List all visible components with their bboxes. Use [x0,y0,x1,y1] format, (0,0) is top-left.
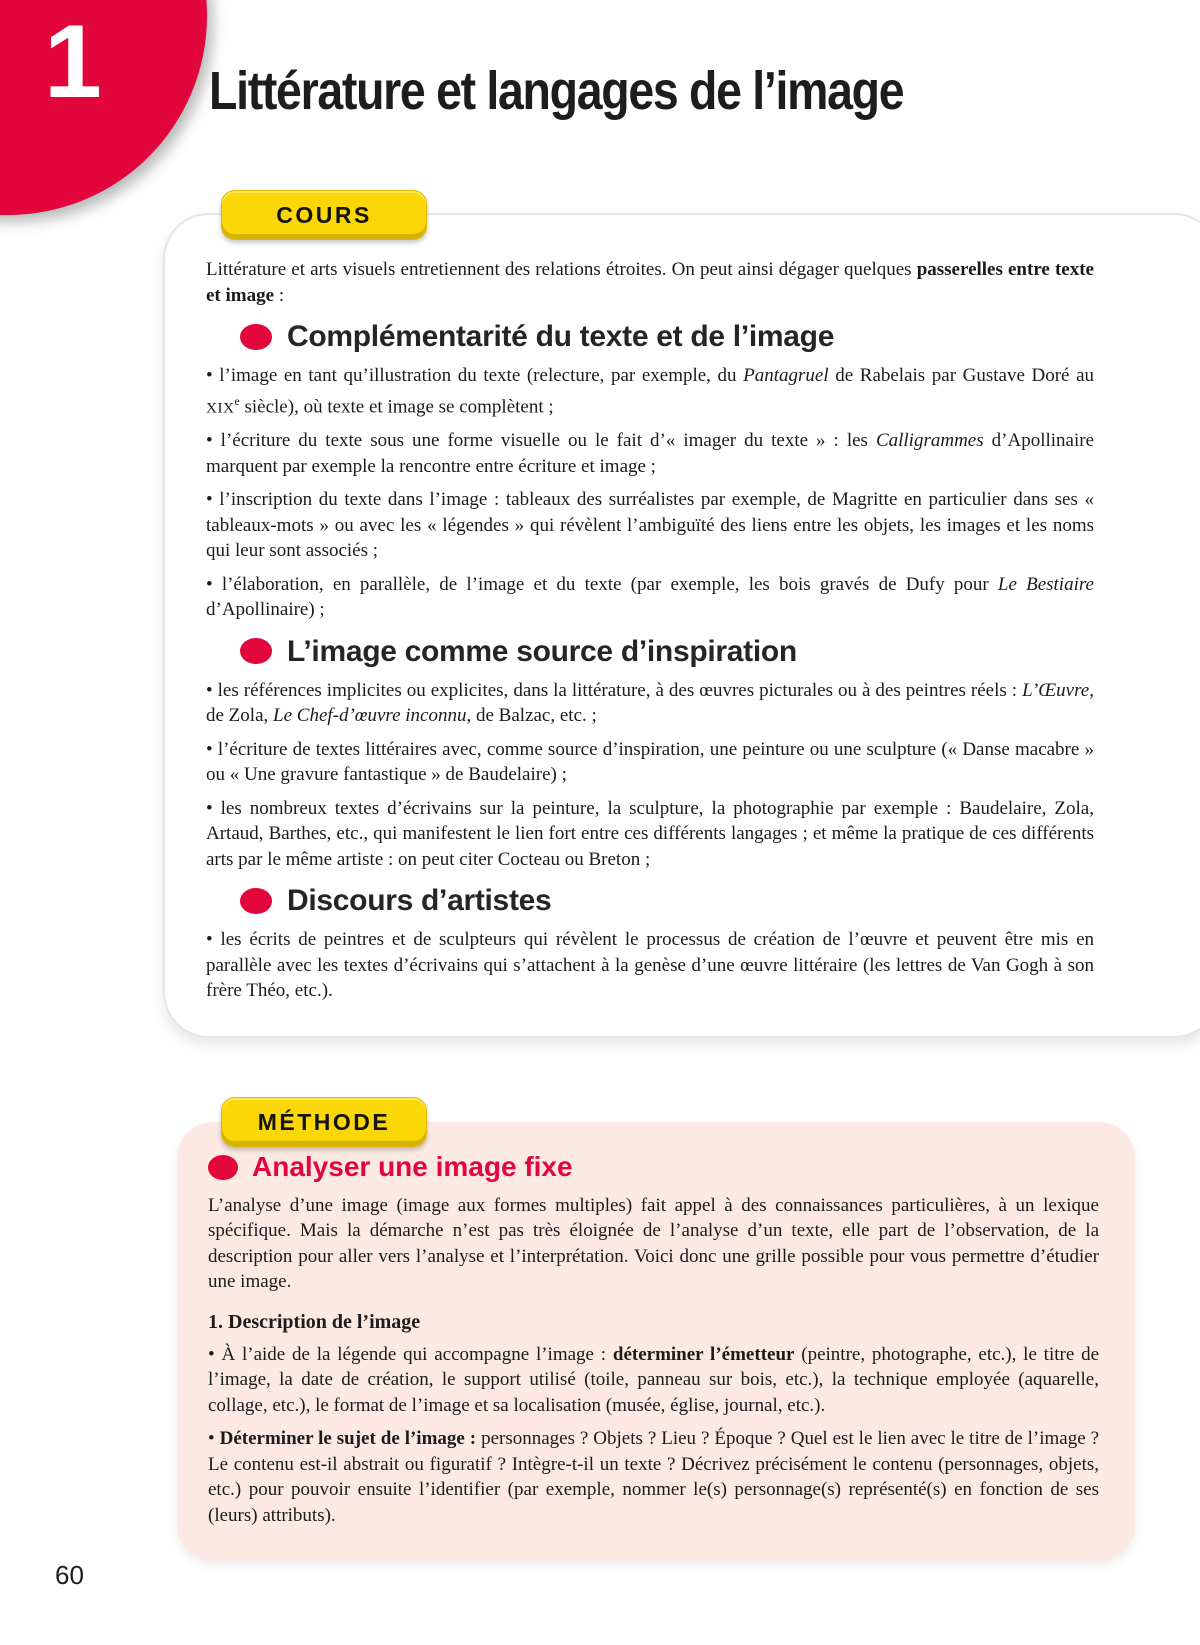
text-segment: l’élaboration, en parallèle, de l’image et du texte (par exemple, les bois gravés de Dufy pour [221,573,998,595]
text-segment: l’inscription du texte dans l’image : tableaux des surréalistes par exemple, de Magritte en particulier dans ses « tableaux-mots » ou avec les « légendes » qui révèlent l’ambiguïté des liens entre les objets, les images et les noms qui leur sont associés ; [206,489,1094,562]
bullet-item [206,927,1094,1004]
text-segment: l’écriture de textes littéraires avec, comme source d’inspiration, une peinture ou une sculpture (« Danse macabre » ou « Une gravure fantastique » de Baudelaire) ; [206,738,1094,786]
section-heading-label: Discours d’artistes [287,884,552,918]
text-segment: l’image en tant qu’illustration du texte (relecture, par exemple, du [219,365,744,386]
text-segment: (peintre, photographe, etc.), le titre de l’image, la date de création, le support utilisé (toile, panneau sur bois, etc.), la technique employée (aquarelle, collage, etc.), le format de l’image et sa localisation (musée, église, journal, etc.). [208,1343,1100,1416]
page-number: 60 [55,1560,84,1590]
cours-section-heading [240,635,1094,668]
methode-intro [208,1193,1099,1295]
text-segment: Le Bestiaire [997,573,1094,595]
text-segment: les nombreux textes d’écrivains sur la peinture, la sculpture, la photographie par exemple : Baudelaire, Zola, Artaud, Barthes, etc., qui manifestent le lien fort entre ces différents langages ; et même la pratique de ces différents arts par le même artiste : on peut citer Cocteau ou Breton ; [206,797,1094,870]
bullet-item [206,428,1094,479]
methode-heading-label: Analyser une image fixe [252,1151,573,1182]
text-segment: les écrits de peintres et de sculpteurs qui révèlent le processus de création de l’œuvre et peuvent être mis en parallèle avec les textes d’écrivains qui s’attachent à la genèse d’une œuvre littéraire (les lettres de Van Gogh à son frère Théo, etc.). [206,929,1095,1002]
text-segment: d’Apollinaire) ; [206,599,325,621]
bullet-item [206,487,1094,564]
cours-section [163,213,1200,1038]
text-segment: d’Apollinaire marquent par exemple la rencontre entre écriture et image ; [206,430,1095,477]
text-segment: À l’aide de la légende qui accompagne l’image : [221,1343,613,1365]
text-segment: XIX [206,398,235,416]
text-segment: : [274,284,285,306]
red-dot-icon [240,638,272,664]
methode-subheading: 1. Description de l’image [208,1310,421,1333]
text-segment: passerelles entre texte et image [206,259,1094,306]
bullet-item [206,678,1094,729]
text-segment: Calligrammes [875,430,984,452]
chapter-number: 1 [44,4,102,120]
bullet-item [206,737,1094,788]
text-segment: personnages ? Objets ? Lieu ? Époque ? Quel est le lien avec le titre de l’image ? Le contenu est-il abstrait ou figuratif ? Intègre-t-il un texte ? Décrivez précisément le contenu (personnages, objets, etc.) pour pouvoir ensuite l’identifier (par exemple, nommer le(s) personnage(s) représenté(s) en fonction de ses (leurs) attributs). [208,1428,1100,1526]
red-dot-icon [208,1155,238,1180]
text-segment: L’Œuvre [1022,679,1090,701]
section-heading-label: L’image comme source d’inspiration [287,634,797,668]
methode-bullets-container [208,1342,1099,1529]
bullet-item [208,1342,1099,1419]
text-segment: Le Chef-d’œuvre inconnu [273,705,467,727]
cours-section-heading [240,884,1094,917]
text-segment: , de Zola, [206,679,1094,727]
bullet-item [206,572,1094,623]
methode-heading [208,1152,1099,1183]
text-segment: e [234,394,240,408]
text-segment: Pantagruel [743,365,829,386]
cours-badge: COURS [221,190,427,240]
text-segment: , de Balzac, etc. ; [466,705,597,727]
text-segment: de Rabelais par Gustave Doré au [828,365,1095,386]
cours-intro [206,257,1094,308]
cours-sections-container [206,320,1094,1004]
text-segment: siècle), où texte et image se complètent ; [239,395,554,417]
methode-section [177,1122,1135,1560]
bullet-item [206,363,1094,420]
page-title: Littérature et langages de l’image [209,61,904,121]
text-segment: Déterminer le sujet de l’image : [219,1428,477,1450]
cours-section-heading [240,320,1094,353]
text-segment: les références implicites ou explicites, dans la littérature, à des œuvres picturales ou à des peintres réels : [217,679,1023,701]
bullet-item [208,1426,1099,1528]
text-segment: Littérature et arts visuels entretiennent des relations étroites. On peut ainsi dégager quelques [206,259,917,280]
red-dot-icon [240,324,272,350]
text-segment: déterminer l’émetteur [612,1343,795,1365]
bullet-item [206,796,1094,873]
red-dot-icon [240,888,272,914]
section-heading-label: Complémentarité du texte et de l’image [287,320,835,353]
chapter-number-badge [0,0,207,215]
methode-badge: MÉTHODE [221,1097,427,1147]
text-segment: L’analyse d’une image (image aux formes multiples) fait appel à des connaissances particulières, à un lexique spécifique. Mais la démarche n’est pas très éloignée de l’analyse d’un texte, elle part de l’observation, de la description pour aller vers l’analyse et l’interprétation. Voici donc une grille possible pour vous permettre d’étudier une image. [208,1194,1099,1293]
text-segment: l’écriture du texte sous une forme visuelle ou le fait d’« imager du texte » : les [220,430,876,452]
